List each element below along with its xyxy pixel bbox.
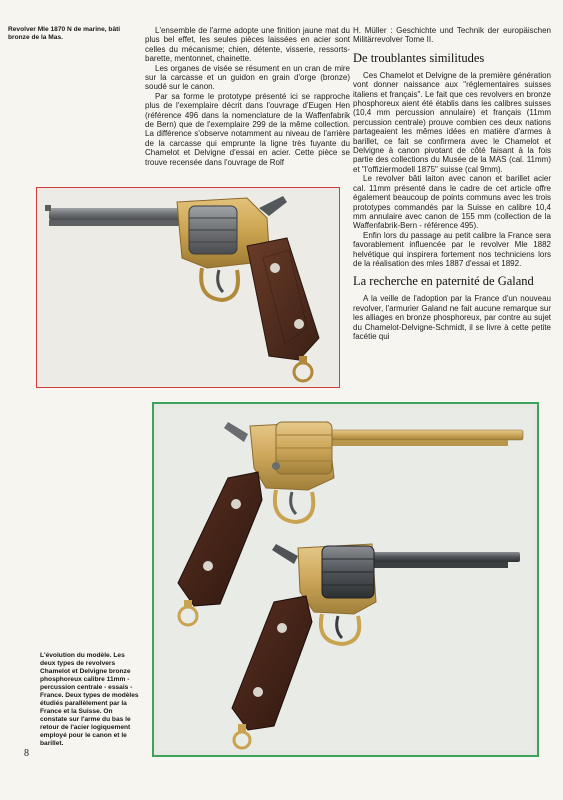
revolver-photo-top: [36, 187, 340, 388]
two-revolvers-illustration: [158, 408, 533, 751]
section-heading-galand: La recherche en paternité de Galand: [353, 274, 534, 289]
revolver-1870-illustration: [37, 188, 339, 387]
right-column: [353, 26, 551, 341]
bottom-photo-caption: L'évolution du modèle. Les deux types de revolvers Chamelot et Delvigne bronze phosphoreux calibre 11mm - percussion centrale - essais - France. Deux types de modèles étudiés parallèlement par la France et la Suisse. On constate sur l'arme du bas le retour de l'acier logiquement employé pour le canon et le barillet.: [40, 652, 139, 747]
body-paragraph: A la veille de l'adoption par la France d'un nouveau revolver, l'armurier Galand ne fait aucune remarque sur les alliages en bronze phosphoreux, par contre au sujet du Chamelot-Delvigne-Schmidt, il se livre à cette petite facétie qui: [353, 294, 551, 341]
middle-column: [145, 26, 350, 167]
body-paragraph: Ces Chamelot et Delvigne de la première génération vont donner naissance aux "réglementaires suisses italiens et français". Le fait que ces revolvers en bronze phosphoreux aient été établis dans les calibres suisses (10,4 mm percussion annulaire) et français (11mm percussion centrale) prouve combien ces deux nations partageaient les mêmes idées en matière d'armes à barillet, ce fait se confirmera avec le Chamelot et Delvigne à canon pivotant de côté faisant à la fois partie des collections du Musée de la MAS (cal. 11mm) et "l'offiziermodell 1875" suisse (cal 9mm).: [353, 70, 551, 174]
bibliography-reference: H. Müller : Geschichte und Technik der europäischen Militärrevolver Tome II.: [353, 26, 551, 45]
body-paragraph: Par sa forme le prototype présenté ici se rapproche plus de l'exemplaire décrit dans l'ouvrage d'Eugen Hen (référence 496 dans la nomenclature de la Waffenfabrik de Bern) que de l'exemplaire 299 de la même collection. La différence s'observe notamment au niveau de l'arrière de la carcasse qui emprunte la ligne très fuyante du Chamelot et Delvigne d'essai en acier. Cette pièce se trouve recensée dans l'ouvrage de Rolf: [145, 91, 350, 167]
top-photo-caption: Revolver Mle 1870 N de marine, bâti bronze de la Mas.: [8, 26, 121, 41]
body-paragraph: Le revolver bâti laiton avec canon et barillet acier cal. 11mm présenté dans le cadre de cet article offre également beaucoup de points communs avec les trois prototypes commandés par la Suisse en calibre 10,4 mm annulaire avec canon de 155 mm (collection de la Waffenfabrik-Bern - référence 495).: [353, 174, 551, 231]
section-heading-similitudes: De troublantes similitudes: [353, 50, 485, 65]
body-paragraph: Enfin lors du passage au petit calibre la France sera favorablement influencée par le revolver Mle 1882 helvétique qui inspirera fortement nos techniciens lors de la réalisation des mles 1887 d'essai et 1892.: [353, 230, 551, 268]
photo-background: [158, 408, 533, 751]
revolver-photo-bottom: [152, 402, 539, 757]
body-paragraph: L'ensemble de l'arme adopte une finition jaune mat du plus bel effet, les seules pièces laissées en acier sont celles du mécanisme; chien, détente, visserie, ressorts-barette, mentonnet, chainette.: [145, 26, 350, 64]
page-number: 8: [24, 748, 29, 759]
body-paragraph: Les organes de visée se résument en un cran de mire sur la carcasse et un guidon en grain d'orge (bronze) soudé sur le canon.: [145, 63, 350, 92]
lower-revolver: [232, 544, 520, 748]
